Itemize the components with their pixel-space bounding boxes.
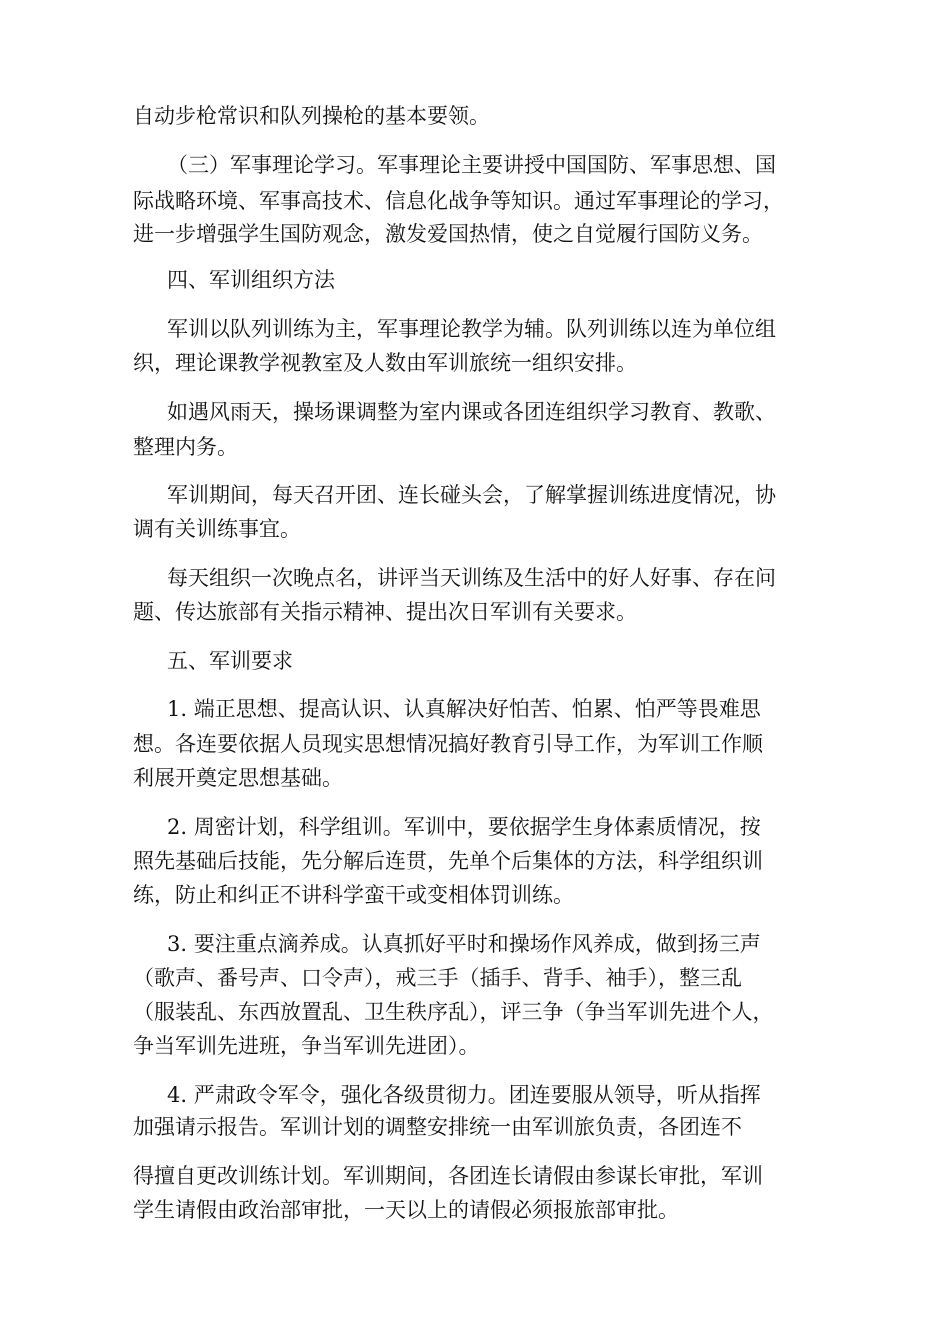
paragraph-line: （三）军事理论学习。军事理论主要讲授中国国防、军事思想、国: [167, 153, 776, 177]
text-line: 际战略环境、军事高技术、信息化战争等知识。通过军事理论的学习，: [133, 189, 784, 213]
text-line: 织，理论课教学视教室及人数由军训旅统一组织安排。: [133, 351, 637, 375]
paragraph-line: 如遇风雨天，操场课调整为室内课或各团连组织学习教育、教歌、: [167, 400, 776, 424]
text-line: 利展开奠定思想基础。: [133, 766, 343, 790]
text-line: 学生请假由政治部审批，一天以上的请假必须报旅部审批。: [133, 1198, 679, 1222]
list-item-line: 2. 周密计划，科学组训。军训中，要依据学生身体素质情况，按: [167, 815, 761, 839]
text-line: （歌声、番号声、口令声），戒三手（插手、背手、袖手），整三乱: [133, 966, 742, 990]
text-line: 整理内务。: [133, 435, 238, 459]
text-line: 得擅自更改训练计划。军训期间，各团连长请假由参谋长审批，军训: [133, 1164, 763, 1188]
text-line: 题、传达旅部有关指示精神、提出次日军训有关要求。: [133, 600, 637, 624]
text-line: 争当军训先进班，争当军训先进团）。: [133, 1034, 480, 1058]
list-item-line: 3. 要注重点滴养成。认真抓好平时和操场作风养成，做到扬三声: [167, 932, 761, 956]
text-line: 练，防止和纠正不讲科学蛮干或变相体罚训练。: [133, 883, 574, 907]
paragraph-line: 每天组织一次晚点名，讲评当天训练及生活中的好人好事、存在问: [167, 566, 776, 590]
section-heading: 四、军训组织方法: [167, 268, 335, 292]
text-line: 调有关训练事宜。: [133, 517, 301, 541]
list-item-line: 1. 端正思想、提高认识、认真解决好怕苦、怕累、怕严等畏难思: [167, 697, 761, 721]
paragraph-line: 军训以队列训练为主，军事理论教学为辅。队列训练以连为单位组: [167, 317, 776, 341]
text-line: 加强请示报告。军训计划的调整安排统一由军训旅负责，各团连不: [133, 1115, 742, 1139]
text-line: 进一步增强学生国防观念，激发爱国热情，使之自觉履行国防义务。: [133, 222, 763, 246]
text-line: 自动步枪常识和队列操枪的基本要领。: [133, 104, 490, 128]
text-line: 想。各连要依据人员现实思想情况搞好教育引导工作，为军训工作顺: [133, 732, 763, 756]
paragraph-line: 军训期间，每天召开团、连长碰头会，了解掌握训练进度情况，协: [167, 483, 776, 507]
section-heading: 五、军训要求: [167, 649, 293, 673]
text-line: （服装乱、东西放置乱、卫生秩序乱），评三争（争当军训先进个人，: [133, 1000, 774, 1024]
list-item-line: 4. 严肃政令军令，强化各级贯彻力。团连要服从领导，听从指挥: [167, 1083, 761, 1107]
text-line: 照先基础后技能，先分解后连贯，先单个后集体的方法，科学组织训: [133, 849, 763, 873]
